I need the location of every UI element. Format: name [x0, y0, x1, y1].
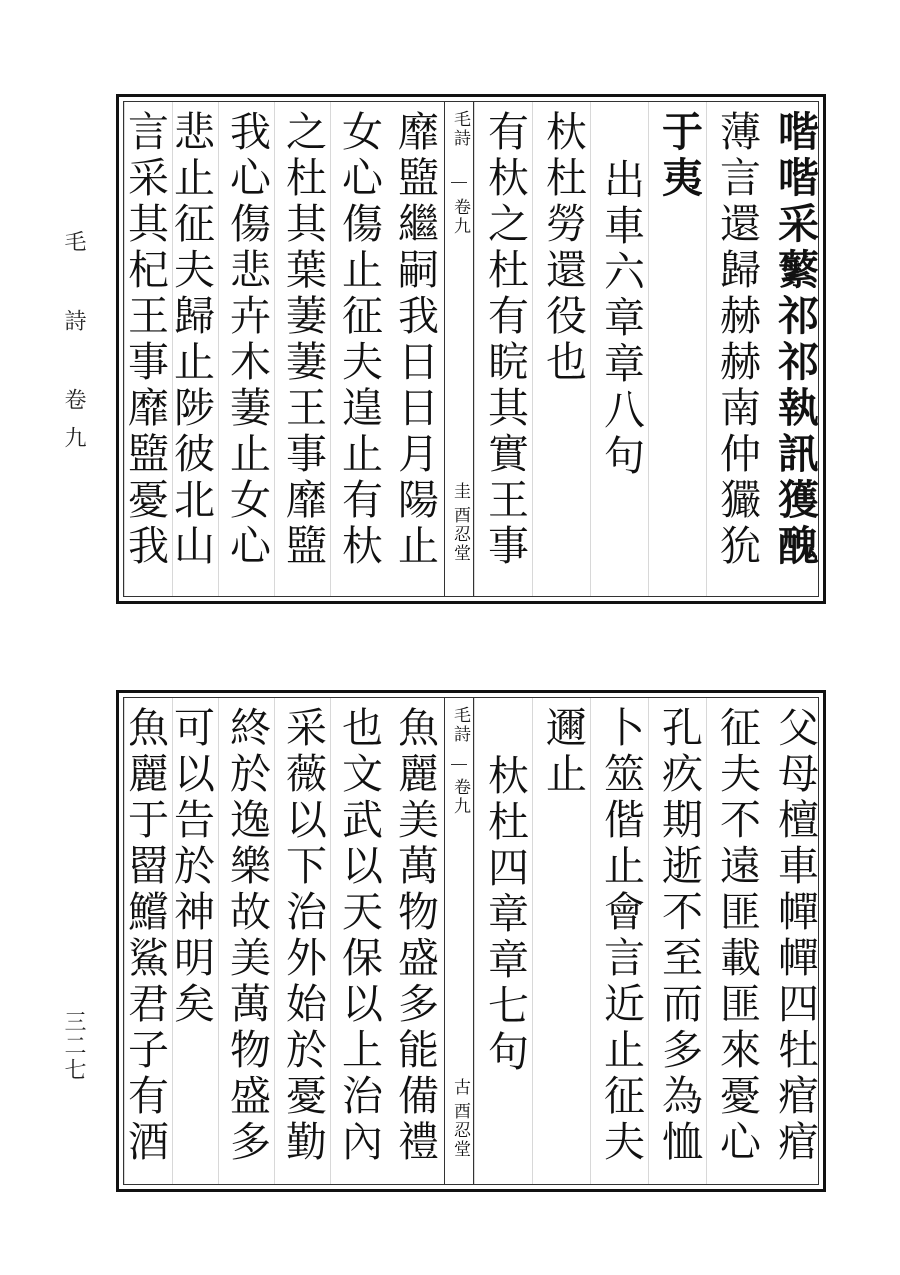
bottom-inner-frame	[123, 697, 819, 1185]
text-column: 魚麗美萬物盛多能備禮	[391, 706, 439, 1166]
bottom-text-block	[116, 690, 826, 1192]
strip-volume: 卷九	[450, 198, 470, 236]
text-column: 終於逸樂故美萬物盛多	[218, 698, 274, 1184]
text-column: 喈喈采蘩祁祁執訊獲醜	[771, 110, 819, 570]
text-column: 言采其杞王事靡盬憂我	[124, 102, 172, 596]
text-column: 也文武以天保以上治內	[330, 698, 386, 1184]
top-inner-frame	[123, 101, 819, 597]
strip-volume: 卷九	[450, 778, 470, 816]
text-column: 征夫不遠匪載匪來憂心	[706, 698, 764, 1184]
text-column: 靡盬繼嗣我日日月陽止	[391, 110, 439, 570]
center-strip	[444, 698, 474, 1184]
text-column: 采薇以下治外始於憂勤	[274, 698, 330, 1184]
text-column: 可以告於神明矣	[172, 698, 218, 1184]
text-column: 之杜其葉萋萋王事靡盬	[274, 102, 330, 596]
strip-page: 圭	[450, 482, 470, 501]
text-column: 我心傷悲卉木萋止女心	[218, 102, 274, 596]
text-column: 邇止	[532, 698, 590, 1184]
text-column: 魚麗于罶鱨鯊君子有酒	[124, 698, 172, 1184]
strip-page: 古	[450, 1078, 470, 1097]
text-column: 杕杜勞還役也	[532, 102, 590, 596]
text-column: 薄言還歸赫赫南仲玁狁	[706, 102, 764, 596]
text-column: 有杕之杜有睆其實王事	[474, 102, 532, 596]
text-column: 杕杜四章章七句	[474, 698, 532, 1184]
top-text-block	[116, 94, 826, 604]
strip-publisher: 酉忍堂	[450, 506, 470, 563]
text-column: 于夷	[648, 102, 706, 596]
running-title: 毛 詩 卷九	[61, 230, 86, 464]
text-column: 悲止征夫歸止陟彼北山	[172, 102, 218, 596]
page-number: 三二七	[61, 1010, 86, 1082]
text-column: 孔疚期逝不至而多為恤	[648, 698, 706, 1184]
strip-title: 毛詩	[450, 110, 470, 148]
fish-tail-mark	[451, 182, 467, 183]
text-column: 女心傷止征夫遑止有杕	[330, 102, 386, 596]
text-column: 出車六章章八句	[590, 102, 648, 596]
strip-title: 毛詩	[450, 706, 470, 744]
fish-tail-mark	[451, 764, 467, 765]
text-column: 父母檀車幝幝四牡痯痯	[771, 706, 819, 1166]
strip-publisher: 酉忍堂	[450, 1102, 470, 1159]
center-strip	[444, 102, 474, 596]
text-column: 卜筮偕止會言近止征夫	[590, 698, 648, 1184]
